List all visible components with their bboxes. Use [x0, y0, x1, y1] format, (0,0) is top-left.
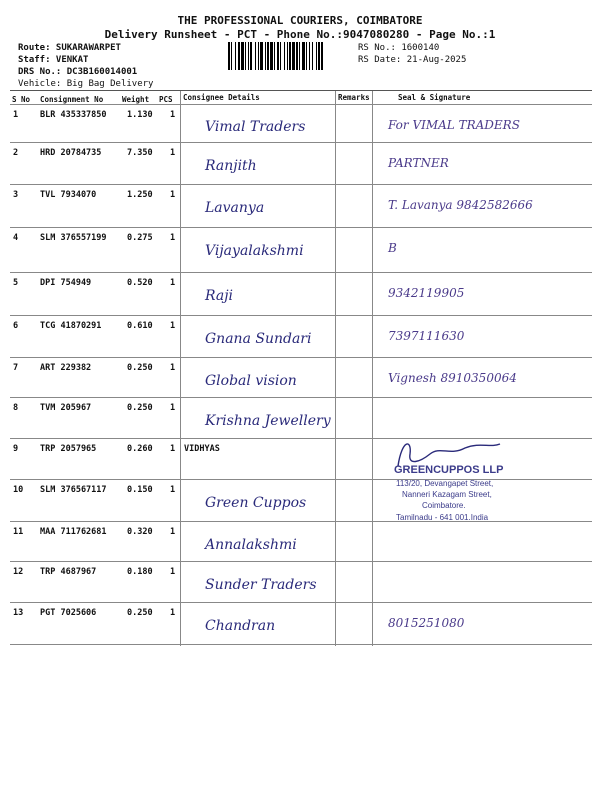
row-signature: 7397111630	[388, 329, 465, 343]
stamp-line4: Tamilnadu - 641 001.India	[396, 513, 489, 522]
stamp-line3: Coimbatore.	[422, 501, 466, 510]
row-pcs: 1	[170, 278, 176, 288]
row-weight: 7.350	[127, 148, 153, 158]
col-pcs: PCS	[159, 95, 173, 104]
row-pcs: 1	[170, 233, 176, 243]
col-remarks: Remarks	[338, 93, 370, 102]
row-sno: 7	[13, 363, 19, 373]
row-consignee: Krishna Jewellery	[205, 413, 331, 429]
barcode-image	[228, 42, 354, 70]
row-pcs: 1	[170, 444, 176, 454]
row-consignment: TVM 205967	[40, 403, 92, 413]
row-consignment: PGT 7025606	[40, 608, 97, 618]
row-consignee: Chandran	[205, 618, 276, 634]
row-consignee: Gnana Sundari	[205, 331, 312, 347]
col-sno: S No	[12, 95, 31, 104]
row-consignment: SLM 376557199	[40, 233, 107, 243]
row-weight: 0.260	[127, 444, 153, 454]
row-consignment: MAA 711762681	[40, 527, 107, 537]
row-weight: 0.250	[127, 363, 153, 373]
row-pcs: 1	[170, 110, 176, 120]
row-consignment: ART 229382	[40, 363, 92, 373]
row-weight: 0.250	[127, 403, 153, 413]
row-consignee: VIDHYAS	[184, 444, 220, 454]
row-consignment: BLR 435337850	[40, 110, 107, 120]
row-weight: 0.320	[127, 527, 153, 537]
route-label: Route: SUKARAWARPET	[18, 43, 121, 53]
row-weight: 1.250	[127, 190, 153, 200]
staff-label: Staff: VENKAT	[18, 55, 89, 65]
row-weight: 0.180	[127, 567, 153, 577]
row-sno: 4	[13, 233, 19, 243]
row-pcs: 1	[170, 608, 176, 618]
row-weight: 0.250	[127, 608, 153, 618]
row-pcs: 1	[170, 190, 176, 200]
rs-number: RS No.: 1600140	[358, 43, 440, 53]
row-sno: 2	[13, 148, 19, 158]
row-consignee: Ranjith	[205, 158, 257, 174]
row-consignment: TCG 41870291	[40, 321, 102, 331]
row-sno: 10	[13, 485, 24, 495]
row-pcs: 1	[170, 363, 176, 373]
row-pcs: 1	[170, 485, 176, 495]
row-signature: B	[388, 241, 397, 255]
row-consignee: Global vision	[205, 373, 297, 389]
row-consignee: Sunder Traders	[205, 577, 317, 593]
row-consignment: TVL 7934070	[40, 190, 97, 200]
col-consignment: Consignment No	[40, 95, 104, 104]
row-weight: 0.150	[127, 485, 153, 495]
stamp-signature	[390, 434, 508, 474]
col-consignee: Consignee Details	[183, 93, 260, 102]
company-stamp	[390, 434, 508, 524]
company-title: THE PROFESSIONAL COURIERS, COIMBATORE	[177, 14, 423, 27]
row-sno: 8	[13, 403, 19, 413]
row-sno: 5	[13, 278, 19, 288]
row-pcs: 1	[170, 321, 176, 331]
drs-label: DRS No.: DC3B160014001	[18, 67, 138, 77]
stamp-name: GREENCUPPOS LLP	[394, 464, 504, 476]
row-signature: 8015251080	[388, 616, 465, 630]
col-signature: Seal & Signature	[398, 93, 471, 102]
row-consignee: Green Cuppos	[205, 495, 307, 511]
row-weight: 0.520	[127, 278, 153, 288]
row-sno: 11	[13, 527, 24, 537]
row-consignment: SLM 376567117	[40, 485, 107, 495]
row-pcs: 1	[170, 527, 176, 537]
row-pcs: 1	[170, 148, 176, 158]
row-consignment: TRP 4687967	[40, 567, 97, 577]
row-pcs: 1	[170, 567, 176, 577]
row-signature: T. Lavanya 9842582666	[388, 198, 533, 212]
row-weight: 0.275	[127, 233, 153, 243]
row-weight: 0.610	[127, 321, 153, 331]
row-consignee: Annalakshmi	[205, 537, 297, 553]
row-sno: 6	[13, 321, 19, 331]
stamp-line1: 113/20, Devangapet Street,	[396, 479, 494, 488]
row-consignment: DPI 754949	[40, 278, 92, 288]
row-signature: 9342119905	[388, 286, 465, 300]
row-consignee: Vimal Traders	[205, 119, 306, 135]
rs-date: RS Date: 21-Aug-2025	[358, 55, 467, 65]
vehicle-label: Vehicle: Big Bag Delivery	[18, 79, 154, 89]
row-signature: For VIMAL TRADERS	[388, 118, 520, 132]
row-sno: 13	[13, 608, 24, 618]
row-sno: 1	[13, 110, 19, 120]
row-sno: 3	[13, 190, 19, 200]
row-consignee: Vijayalakshmi	[205, 243, 304, 259]
row-signature: Vignesh 8910350064	[388, 371, 517, 385]
runsheet-subtitle: Delivery Runsheet - PCT - Phone No.:9047080280 - Page No.:1	[104, 28, 496, 41]
row-consignee: Raji	[205, 288, 234, 304]
row-signature: PARTNER	[388, 156, 449, 170]
runsheet-table	[10, 90, 592, 646]
row-weight: 1.130	[127, 110, 153, 120]
row-sno: 12	[13, 567, 24, 577]
row-consignee: Lavanya	[205, 200, 265, 216]
row-sno: 9	[13, 444, 19, 454]
row-consignment: HRD 20784735	[40, 148, 102, 158]
row-pcs: 1	[170, 403, 176, 413]
col-weight: Weight	[122, 95, 150, 104]
row-consignment: TRP 2057965	[40, 444, 97, 454]
stamp-line2: Nanneri Kazagam Street,	[402, 490, 492, 499]
